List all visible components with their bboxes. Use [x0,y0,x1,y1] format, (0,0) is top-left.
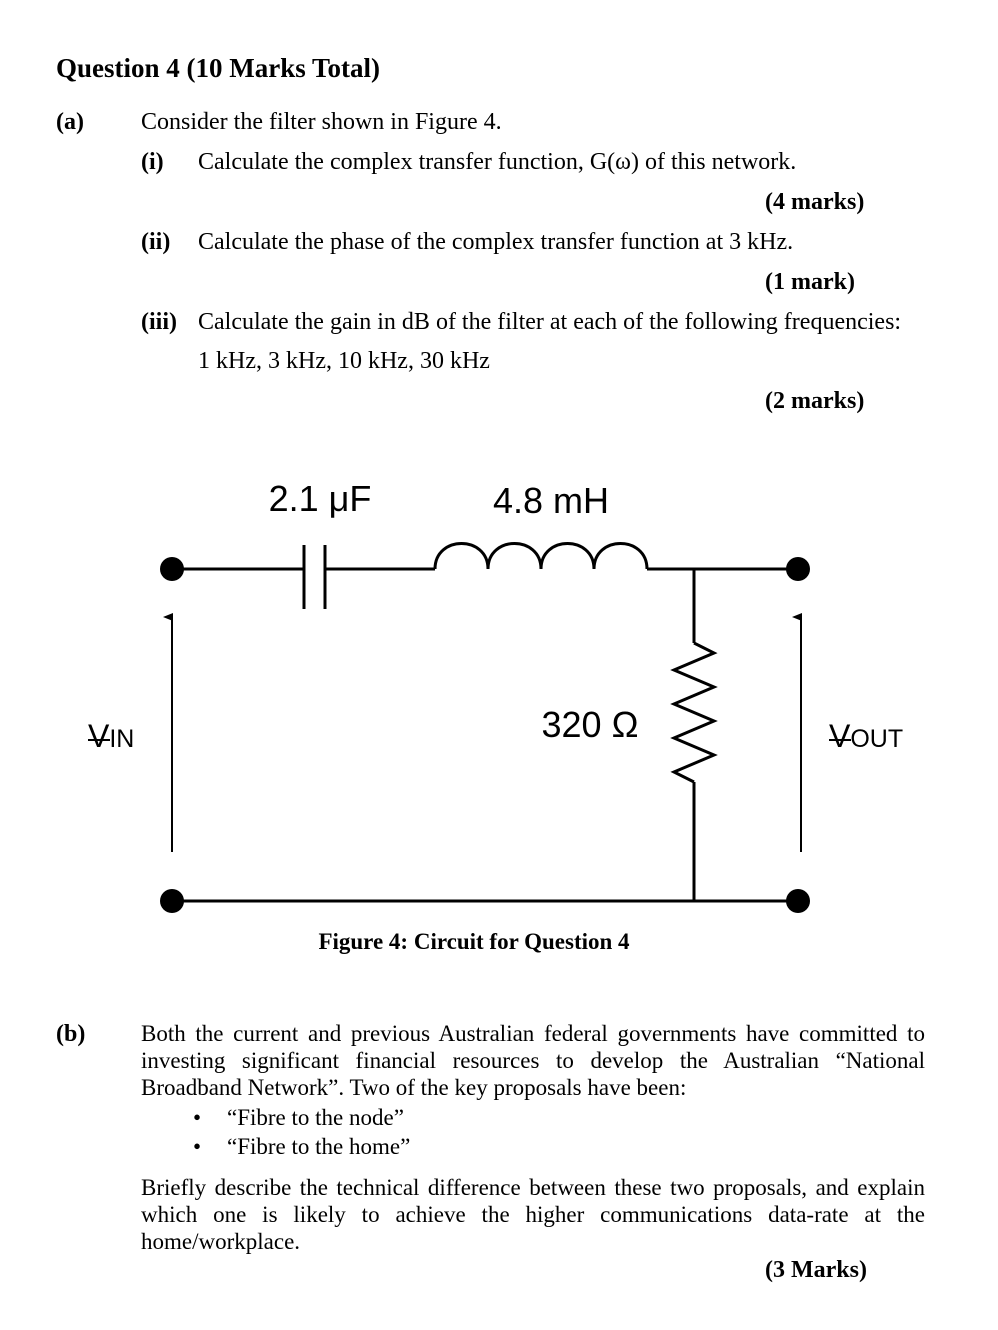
inductor-coil [435,544,647,570]
resistor-zigzag [674,643,714,782]
item-iii-marks: (2 marks) [765,388,865,414]
resistor-label: 320 Ω [541,704,639,745]
list-item [193,1132,411,1161]
part-b-label: (b) [56,1021,86,1047]
part-b-paragraph-1: Both the current and previous Australian federal governments have committed to investing significant financial resources to develop the Australian “National Broadband Network”. Two of the key proposals have been: [141,1021,925,1100]
proposal-fibre-to-home: “Fibre to the home” [227,1134,411,1159]
part-a-intro: Consider the filter shown in Figure 4. [141,109,502,135]
item-ii-marks: (1 mark) [765,269,855,295]
part-b-paragraph-2: Briefly describe the technical difference between these two proposals, and explain which one is likely to achieve the higher communications data-rate at the home/workplace. [141,1175,925,1254]
inductor-label: 4.8 mH [492,480,610,521]
item-ii-number: (ii) [141,229,171,255]
list-item [193,1103,410,1132]
item-ii-text: Calculate the phase of the complex transfer function at 3 kHz. [198,229,794,255]
item-i-number: (i) [141,149,164,175]
item-iii-frequencies: 1 kHz, 3 kHz, 10 kHz, 30 kHz [198,348,490,374]
proposal-fibre-to-node: “Fibre to the node” [227,1105,404,1130]
item-iii-text: Calculate the gain in dB of the filter at each of the following frequencies: [198,309,902,335]
item-iii-number: (iii) [141,309,177,335]
capacitor-label: 2.1 μF [268,478,372,519]
part-a-label: (a) [56,109,84,135]
bullet-icon: • [193,1105,202,1130]
figure-caption: Figure 4: Circuit for Question 4 [318,929,630,954]
item-i-text: Calculate the complex transfer function, G(ω) of this network. [198,149,797,175]
vin-label: VIN [88,718,135,754]
item-i-marks: (4 marks) [765,189,865,215]
part-b-marks: (3 Marks) [765,1257,867,1283]
proposal-list [193,1103,411,1161]
question-title: Question 4 (10 Marks Total) [56,53,381,83]
bullet-icon: • [193,1134,202,1159]
vout-label: VOUT [829,718,904,754]
